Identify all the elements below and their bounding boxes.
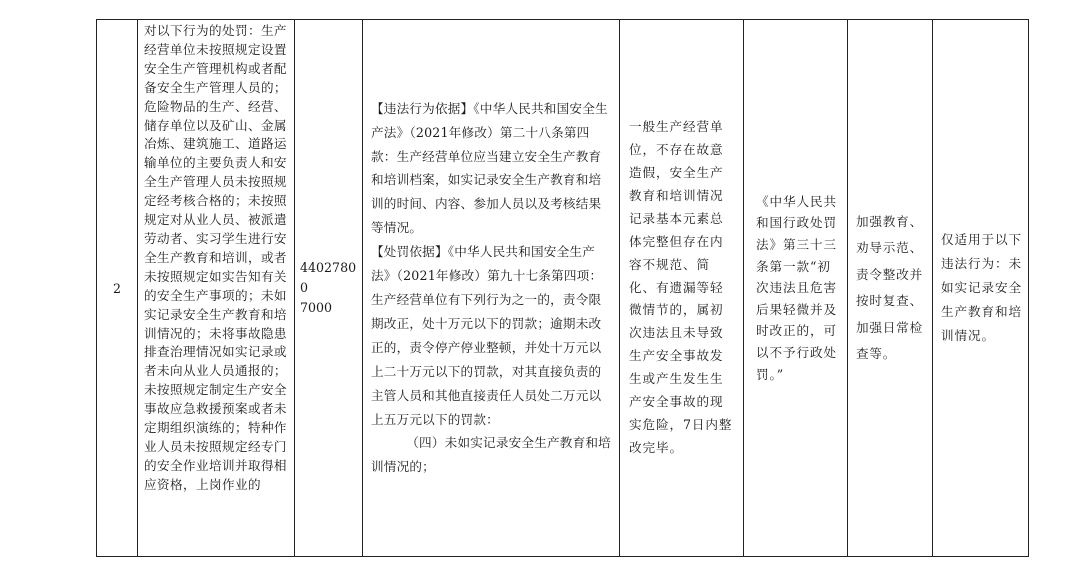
item-code-line2: 7000: [300, 300, 333, 315]
table-row: [97, 20, 1029, 557]
legal-basis: [363, 20, 620, 557]
law-reference: 《中华人民共和国行政处罚法》第三十三条第一款“初次违法且危害后果轻微并及时改正的，可以不予行政处罚。”: [744, 20, 848, 557]
corrective-measures: 加强教育、劝导示范、责令整改并按时复查、加强日常检查等。: [848, 20, 933, 557]
violation-basis: 【违法行为依据】《中华人民共和国安全生产法》（2021年修改）第二十八条第四款：生产经营单位应当建立安全生产教育和培训档案，如实记录安全生产教育和培训的时间、内容、参加人员以及考核结果等情况。: [371, 100, 608, 236]
penalty-basis-item: （四）未如实记录安全生产教育和培训情况的；: [371, 435, 611, 475]
item-code: [295, 20, 363, 557]
penalty-exemption-table: [96, 19, 1029, 557]
row-number: 2: [97, 20, 138, 557]
violation-conduct: 对以下行为的处罚：生产经营单位未按照规定设置安全生产管理机构或者配备安全生产管理人员的；危险物品的生产、经营、储存单位以及矿山、金属冶炼、建筑施工、道路运输单位的主要负责人和安全生产管理人员未按照规定经考核合格的；未按照规定对从业人员、被派遣劳动者、实习学生进行安全生产教育和培训，或者未按照规定如实告知有关的安全生产事项的；未如实记录安全生产教育和培训情况的；未将事故隐患排查治理情况如实记录或者未向从业人员通报的；未按照规定制定生产安全事故应急救援预案或者未定期组织演练的；特种作业人员未按照规定经专门的安全作业培训并取得相应资格，上岗作业的: [138, 20, 295, 557]
item-code-line1: 44027800: [300, 260, 357, 295]
minor-circumstance: 一般生产经营单位，不存在故意造假，安全生产教育和培训情况记录基本元素总体完整但存在内容不规范、简化、有遗漏等轻微情节的，属初次违法且未导致生产安全事故发生或产生发生生产安全事故的现实危险，7日内整改完毕。: [620, 20, 744, 557]
penalty-basis: 【处罚依据】《中华人民共和国安全生产法》（2021年修改）第九十七条第四项：生产经营单位有下列行为之一的，责令限期改正，处十万元以下的罚款；逾期未改正的，责令停产停业整顿，并处十万元以上二十万元以下的罚款，对其直接负责的主管人员和其他直接责任人员处二万元以上五万元以下的罚款：: [371, 244, 603, 427]
applicability-note: 仅适用于以下违法行为：未如实记录安全生产教育和培训情况。: [933, 20, 1029, 557]
